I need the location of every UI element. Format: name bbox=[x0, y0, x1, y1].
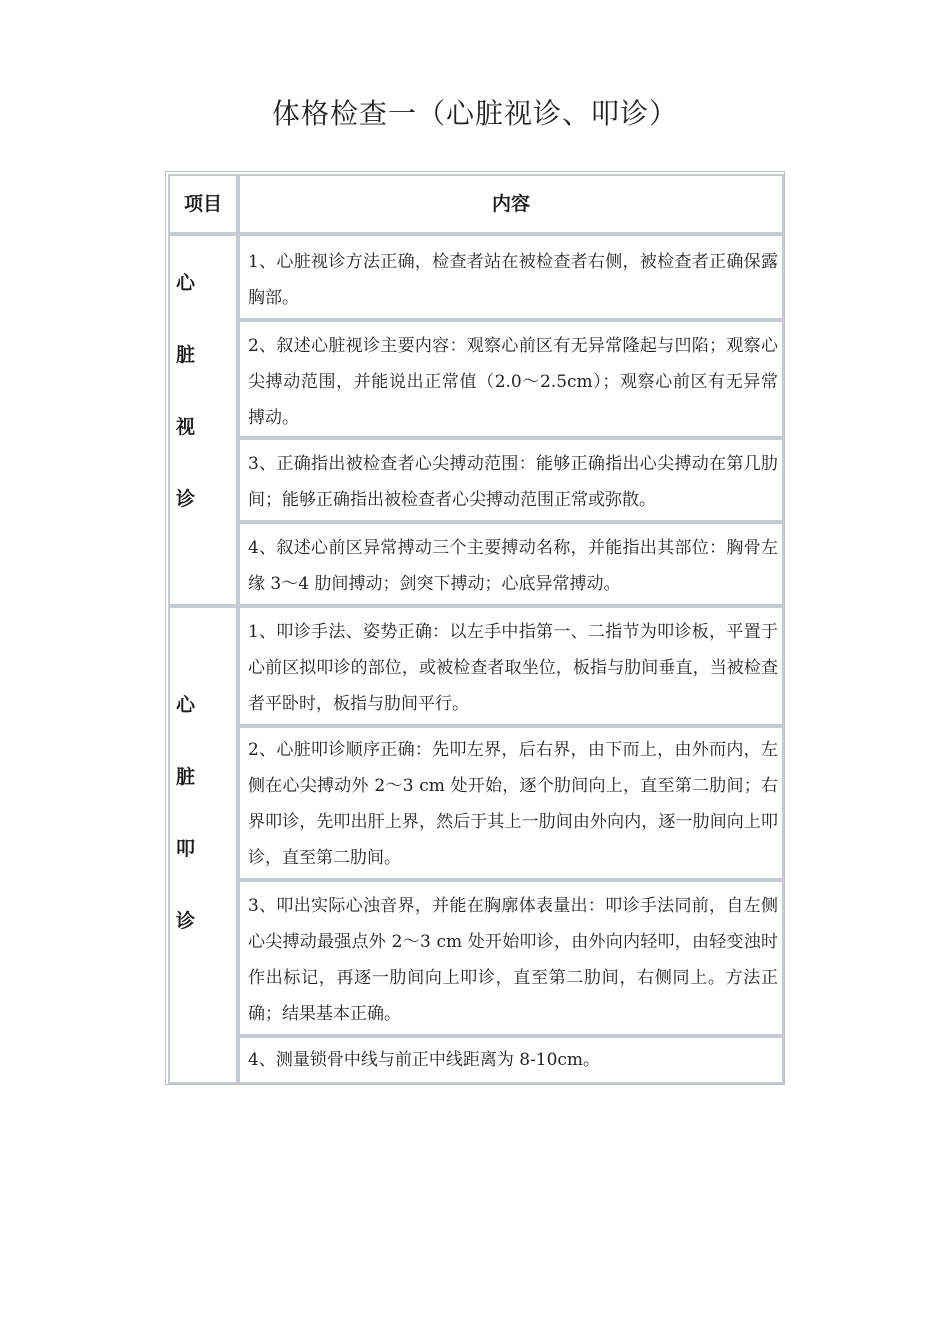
exam-table bbox=[165, 171, 785, 1085]
section-label-char: 诊 bbox=[176, 488, 196, 510]
content-item-cell bbox=[238, 320, 784, 438]
content-item-cell bbox=[238, 522, 784, 606]
content-item-cell bbox=[238, 438, 784, 522]
section-label-char: 心 bbox=[176, 272, 196, 294]
page-title: 体格检查一（心脏视诊、叩诊） bbox=[271, 97, 678, 130]
content-item-cell bbox=[238, 880, 784, 1036]
section-label-char: 心 bbox=[176, 694, 196, 716]
section-label-char: 脏 bbox=[176, 344, 196, 366]
content-item-cell bbox=[238, 1036, 784, 1084]
header-item-cell bbox=[168, 174, 238, 234]
content-item-text: 3、正确指出被检查者心尖搏动范围：能够正确指出心尖搏动在第几肋间；能够正确指出被检查者心尖搏动范围正常或弥散。 bbox=[248, 454, 778, 510]
content-item-cell bbox=[238, 234, 784, 320]
content-item-text: 3、叩出实际心浊音界，并能在胸廓体表量出：叩诊手法同前，自左侧心尖搏动最强点外 2～3 cm 处开始叩诊，由外向内轻叩，由轻变浊时作出标记，再逐一肋间向上叩诊，直至第二肋间，右侧同上。方法正确；结果基本正确。 bbox=[248, 896, 778, 1024]
section-label-percussion bbox=[168, 606, 238, 1084]
section-label-inspection bbox=[168, 234, 238, 606]
header-content-cell bbox=[238, 174, 784, 234]
header-item-label: 项目 bbox=[183, 193, 222, 215]
header-content-label: 内容 bbox=[491, 193, 530, 215]
content-item-cell bbox=[238, 606, 784, 726]
section-label-char: 脏 bbox=[176, 766, 196, 788]
section-label-char: 叩 bbox=[176, 838, 196, 860]
content-item-text: 4、叙述心前区异常搏动三个主要搏动名称，并能指出其部位：胸骨左缘 3～4 肋间搏动；剑突下搏动；心底异常搏动。 bbox=[248, 538, 778, 594]
content-item-cell bbox=[238, 726, 784, 880]
content-item-text: 2、心脏叩诊顺序正确：先叩左界，后右界，由下而上，由外而内，左侧在心尖搏动外 2～3 cm 处开始，逐个肋间向上，直至第二肋间；右界叩诊，先叩出肝上界，然后于其上一肋间由外向内，逐一肋间向上叩诊，直至第二肋间。 bbox=[248, 740, 778, 868]
content-item-text: 2、叙述心脏视诊主要内容：观察心前区有无异常隆起与凹陷；观察心尖搏动范围，并能说出正常值（2.0～2.5cm）；观察心前区有无异常搏动。 bbox=[248, 336, 778, 428]
section-label-char: 视 bbox=[176, 416, 196, 438]
content-item-text: 1、心脏视诊方法正确，检查者站在被检查者右侧，被检查者正确保露胸部。 bbox=[248, 252, 778, 308]
section-label-char: 诊 bbox=[176, 910, 196, 932]
content-item-text: 4、测量锁骨中线与前正中线距离为 8-10cm。 bbox=[248, 1050, 601, 1070]
content-item-text: 1、叩诊手法、姿势正确：以左手中指第一、二指节为叩诊板，平置于心前区拟叩诊的部位，或被检查者取坐位，板指与肋间垂直，当被检查者平卧时，板指与肋间平行。 bbox=[248, 622, 778, 714]
